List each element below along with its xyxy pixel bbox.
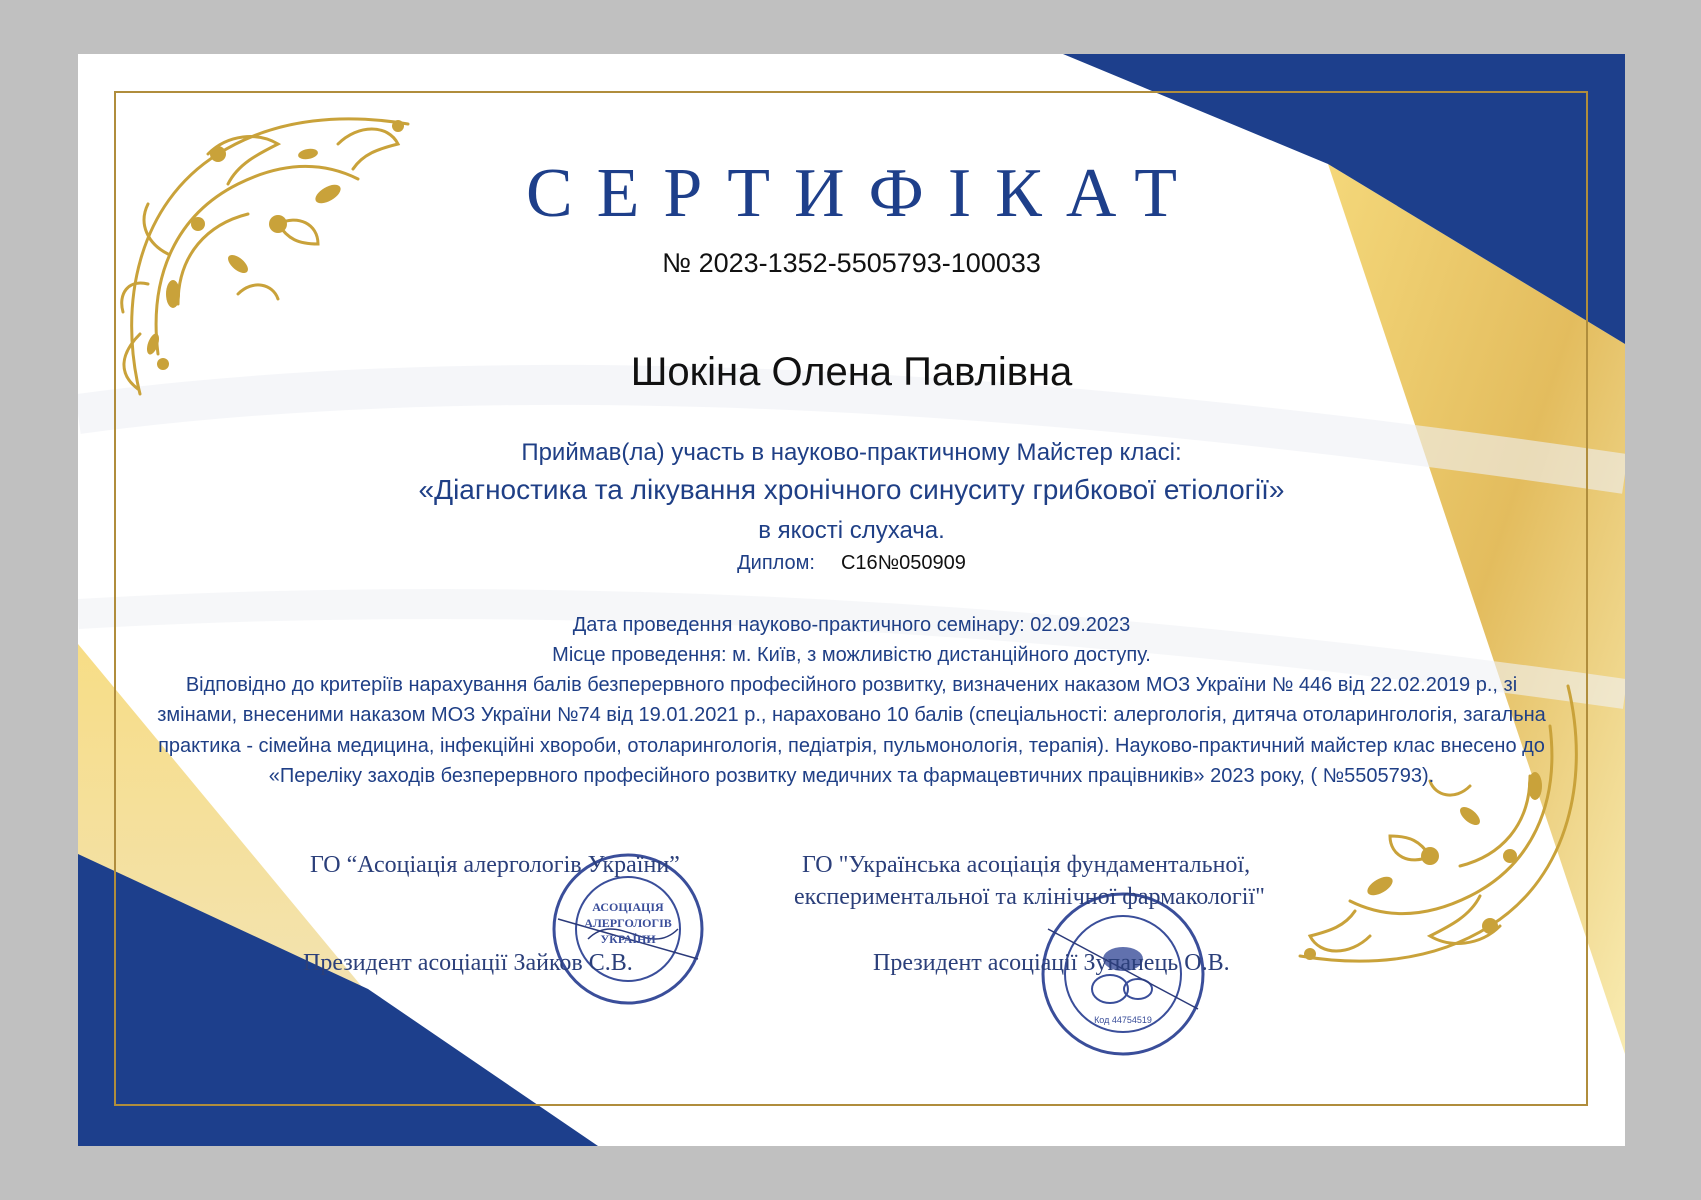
- certificate-title: СЕРТИФІКАТ: [525, 155, 1201, 232]
- svg-text:АЛЕРГОЛОГІВ: АЛЕРГОЛОГІВ: [584, 916, 672, 930]
- certificate-number: № 2023-1352-5505793-100033: [662, 248, 1041, 278]
- diploma-line: [78, 552, 1625, 575]
- recipient-name: Шокіна Олена Павлівна: [630, 350, 1073, 394]
- right-president: Президент асоціації Зупанець О.В.: [873, 950, 1230, 976]
- role-text: в якості слухача.: [758, 517, 945, 544]
- credit-paragraph: Відповідно до критеріїв нарахування балів безперервного професійного розвитку, визначених наказом МОЗ України № 446 від 22.02.2019 р., зі змінами, внесеними наказом МОЗ України №74 від 19.01.2021 р., нараховано 10 балів (спеціальності: алергологія, дитяча отоларингологія, загальна практика - сімейна медицина, інфекційні хвороби, отоларингологія, педіатрія, пульмонологія, терапія). Науково-практичний майстер клас внесено до «Переліку заходів безперервного професійного розвитку медичних та фармацевтичних працівників» 2023 року, ( №5505793).: [157, 674, 1546, 788]
- svg-text:УКРАЇНИ: УКРАЇНИ: [600, 932, 656, 946]
- certificate: [78, 54, 1625, 1146]
- left-president: Президент асоціації Зайков С.В.: [303, 950, 633, 976]
- svg-text:АСОЦІАЦІЯ: АСОЦІАЦІЯ: [592, 900, 664, 914]
- diploma-value: C16№050909: [840, 552, 966, 574]
- right-org-name-line1: ГО "Українська асоціація фундаментальної,: [802, 852, 1251, 878]
- course-title: «Діагностика та лікування хронічного синуситу грибкової етіології»: [418, 474, 1285, 505]
- event-info: [78, 610, 1625, 670]
- svg-text:Код 44754519: Код 44754519: [1094, 1015, 1152, 1025]
- right-org-name-line2: експериментальної та клінічної фармакології": [794, 884, 1265, 910]
- diploma-label: Диплом:: [737, 552, 815, 574]
- left-org-name: ГО “Асоціація алергологів України”: [310, 852, 680, 878]
- event-place: Місце проведення: м. Київ, з можливістю дистанційного доступу.: [552, 644, 1151, 666]
- event-date: Дата проведення науково-практичного семінару: 02.09.2023: [572, 614, 1131, 636]
- participation-text: Приймав(ла) участь в науково-практичному Майстер класі:: [521, 439, 1182, 466]
